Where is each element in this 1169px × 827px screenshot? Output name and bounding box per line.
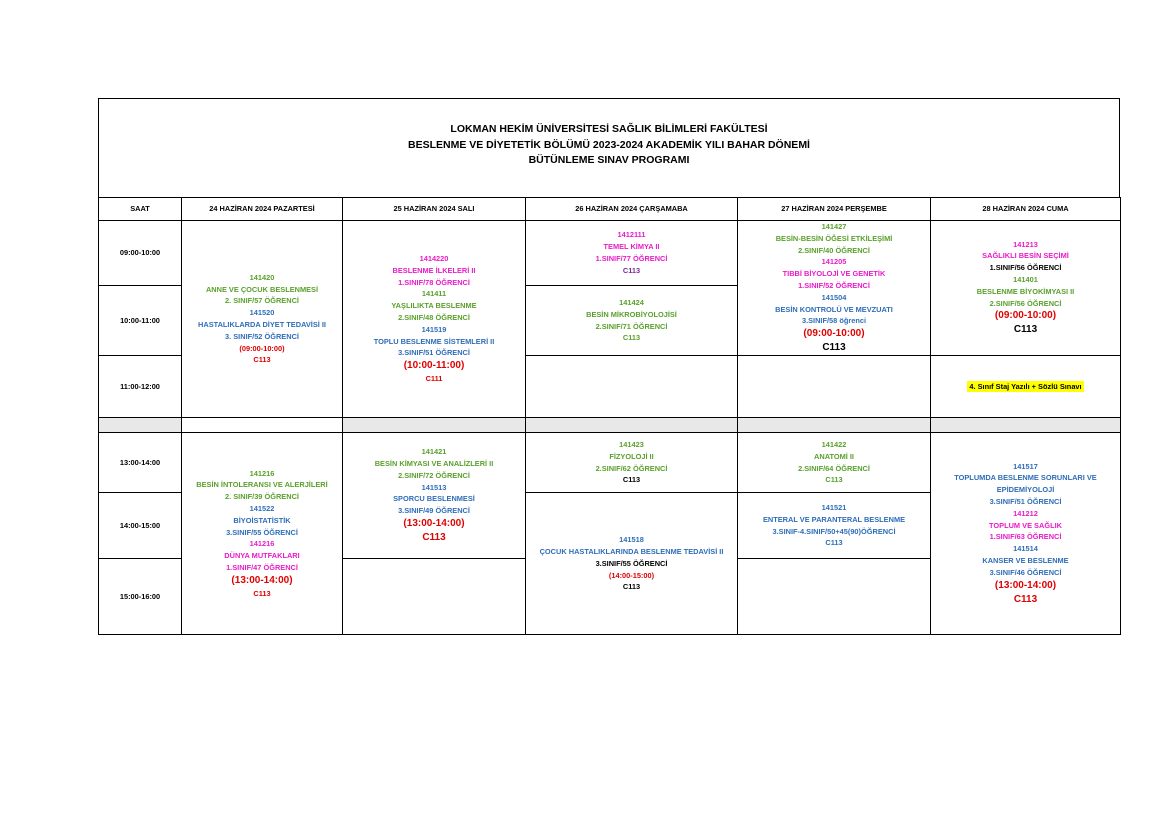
- exam-course: BESİN İNTOLERANSI VE ALERJİLERİ: [196, 480, 328, 490]
- cell-thursday-morning: [738, 221, 931, 356]
- cell-monday-afternoon: [182, 433, 343, 635]
- exam-code: 141423: [619, 440, 644, 450]
- exam-code: 141519: [421, 324, 447, 334]
- header-row: [99, 198, 1121, 221]
- exam-room: C113: [622, 582, 641, 592]
- cell-tuesday-1500: [343, 559, 526, 635]
- exam-class: 1.SINIF/47 ÖĞRENCİ: [226, 563, 298, 573]
- exam-code: 141504: [821, 292, 847, 302]
- exam-class: 3.SINIF/58 öğrenci: [801, 316, 867, 326]
- time-cell: 15:00-16:00: [99, 559, 182, 635]
- col-saat: SAAT: [99, 198, 182, 221]
- exam-class: 1.SINIF/56 ÖĞRENCİ: [989, 263, 1062, 273]
- exam-course: FİZYOLOJİ II: [609, 451, 654, 461]
- row-1300: [99, 433, 1121, 493]
- exam-code: 141216: [249, 468, 275, 478]
- exam-code: 141213: [1013, 239, 1038, 249]
- exam-schedule-table: [98, 197, 1121, 635]
- exam-room: C113: [825, 538, 843, 548]
- exam-code: 141517: [1013, 461, 1038, 471]
- lunch-break-row: [99, 418, 1121, 433]
- exam-time: (13:00-14:00): [231, 574, 293, 586]
- exam-course: EPİDEMİYOLOJİ: [996, 485, 1055, 495]
- exam-course: ANNE VE ÇOCUK BESLENMESİ: [205, 284, 319, 294]
- col-friday: 28 HAZİRAN 2024 CUMA: [931, 198, 1121, 221]
- exam-course: DÜNYA MUTFAKLARI: [224, 551, 300, 561]
- exam-room: C113: [622, 333, 641, 343]
- exam-time: (13:00-14:00): [994, 579, 1057, 591]
- exam-course: SAĞLIKLI BESİN SEÇİMİ: [982, 251, 1069, 261]
- title-line-2: BESLENME VE DİYETETİK BÖLÜMÜ 2023-2024 AKADEMİK YILI BAHAR DÖNEMİ: [408, 138, 810, 151]
- time-cell: 11:00-12:00: [99, 356, 182, 418]
- exam-class: 3.SINIF/55 ÖĞRENCİ: [226, 527, 298, 537]
- exam-time: (14:00-15:00): [608, 570, 655, 580]
- cell-monday-morning: [182, 221, 343, 418]
- cell-wednesday-0900: [526, 221, 738, 286]
- exam-course: ENTERAL VE PARANTERAL BESLENME: [762, 514, 906, 524]
- exam-room: C113: [622, 265, 641, 275]
- exam-class: 2.SINIF/71 ÖĞRENCİ: [595, 321, 668, 331]
- exam-class: 3.SINIF/49 ÖĞRENCİ: [398, 506, 470, 516]
- exam-course: BESİN-BESİN ÖĞESİ ETKİLEŞİMİ: [775, 233, 893, 243]
- exam-course: BESİN KİMYASI VE ANALİZLERİ II: [374, 459, 494, 469]
- exam-course: ÇOCUK HASTALIKLARINDA BESLENME TEDAVİSİ II: [539, 546, 724, 556]
- exam-time: (10:00-11:00): [403, 360, 465, 372]
- time-cell: 09:00-10:00: [99, 221, 182, 286]
- exam-code: 141421: [421, 447, 447, 457]
- col-wednesday: 26 HAZİRAN 2024 ÇARŞAMABA: [526, 198, 738, 221]
- col-monday: 24 HAZİRAN 2024 PAZARTESİ: [182, 198, 343, 221]
- lunch-cell: [738, 418, 931, 433]
- title-line-1: LOKMAN HEKİM ÜNİVERSİTESİ SAĞLIK BİLİMLERİ FAKÜLTESİ: [450, 123, 768, 135]
- exam-class: 3. SINIF/52 ÖĞRENCİ: [225, 331, 299, 341]
- cell-tuesday-morning: [343, 221, 526, 418]
- exam-class: 3.SINIF/46 ÖĞRENCİ: [989, 567, 1062, 577]
- exam-code: 141422: [821, 440, 847, 450]
- exam-code: 141205: [821, 257, 847, 267]
- exam-class: 2. SINIF/57 ÖĞRENCİ: [225, 296, 299, 306]
- exam-course: BESİN KONTROLÜ VE MEVZUATI: [775, 304, 893, 314]
- exam-time: (09:00-10:00): [803, 328, 865, 340]
- exam-course: SPORCU BESLENMESİ: [393, 494, 475, 504]
- time-cell: 10:00-11:00: [99, 286, 182, 356]
- exam-class: 2.SINIF/72 ÖĞRENCİ: [398, 470, 470, 480]
- exam-code: 141427: [821, 222, 847, 231]
- cell-wednesday-1000: [526, 286, 738, 356]
- exam-room: C113: [1013, 324, 1038, 336]
- exam-code: 141424: [619, 297, 644, 307]
- cell-friday-afternoon: [931, 433, 1121, 635]
- exam-course: TOPLUM VE SAĞLIK: [989, 520, 1062, 530]
- exam-code: 141411: [421, 289, 447, 299]
- exam-code: 141212: [1013, 508, 1038, 518]
- exam-code: 141401: [1013, 275, 1038, 285]
- exam-code: 141518: [619, 535, 644, 545]
- exam-room: C113: [1013, 593, 1038, 605]
- col-tuesday: 25 HAZİRAN 2024 SALI: [343, 198, 526, 221]
- title-line-3: BÜTÜNLEME SINAV PROGRAMI: [528, 154, 690, 166]
- exam-room: C113: [825, 475, 843, 485]
- exam-class: 3.SINIF/55 ÖĞRENCİ: [595, 558, 668, 568]
- exam-course: BESİN MİKROBİYOLOJİSİ: [586, 309, 677, 319]
- cell-friday-1100: [931, 356, 1121, 418]
- exam-room: C113: [253, 355, 271, 365]
- exam-class: 1.SINIF/52 ÖĞRENCİ: [798, 280, 870, 290]
- lunch-cell: [182, 418, 343, 433]
- exam-class: 3.SINIF/51 ÖĞRENCİ: [398, 348, 470, 358]
- exam-code: 141513: [421, 482, 447, 492]
- exam-code: 141420: [249, 272, 275, 282]
- exam-class: 2. SINIF/39 ÖĞRENCİ: [225, 492, 299, 502]
- cell-thursday-1400: [738, 493, 931, 559]
- page-title: [98, 122, 1120, 169]
- exam-course: TIBBİ BİYOLOJİ VE GENETİK: [782, 269, 886, 279]
- exam-course: KANSER VE BESLENME: [982, 556, 1069, 566]
- exam-course: TOPLU BESLENME SİSTEMLERİ II: [373, 336, 495, 346]
- exam-room: C113: [822, 342, 846, 354]
- exam-code: 141522: [249, 504, 275, 514]
- exam-course: BİYOİSTATİSTİK: [233, 515, 291, 525]
- lunch-cell: [526, 418, 738, 433]
- exam-course: BESLENME İLKELERİ II: [392, 265, 476, 275]
- exam-course: ANATOMİ II: [814, 451, 854, 461]
- exam-code: 141521: [821, 503, 847, 513]
- exam-course: HASTALIKLARDA DİYET TEDAVİSİ II: [198, 320, 326, 330]
- exam-code: 141520: [249, 308, 275, 318]
- internship-note: 4. Sınıf Staj Yazılı + Sözlü Sınavı: [969, 381, 1082, 391]
- exam-code: 141216: [249, 539, 275, 549]
- exam-room: C113: [253, 588, 271, 598]
- cell-friday-morning: [931, 221, 1121, 356]
- exam-class: 2.SINIF/64 ÖĞRENCİ: [798, 463, 870, 473]
- cell-thursday-1500: [738, 559, 931, 635]
- exam-class: 2.SINIF/56 ÖĞRENCİ: [989, 298, 1062, 308]
- time-cell: 14:00-15:00: [99, 493, 182, 559]
- exam-class: 2.SINIF/62 ÖĞRENCİ: [595, 463, 668, 473]
- exam-code: 1412111: [617, 230, 646, 240]
- cell-thursday-1300: [738, 433, 931, 493]
- row-0900: [99, 221, 1121, 286]
- exam-class: 2.SINIF/40 ÖĞRENCİ: [798, 245, 870, 255]
- exam-room: C111: [425, 374, 443, 384]
- exam-course: BESLENME BİYOKİMYASI II: [976, 286, 1075, 296]
- cell-wednesday-1300: [526, 433, 738, 493]
- exam-time: (09:00-10:00): [994, 310, 1057, 322]
- time-cell: 13:00-14:00: [99, 433, 182, 493]
- col-thursday: 27 HAZİRAN 2024 PERŞEMBE: [738, 198, 931, 221]
- exam-class: 1.SINIF/78 ÖĞRENCİ: [398, 277, 470, 287]
- exam-code: 141514: [1013, 544, 1038, 554]
- exam-room: C113: [422, 532, 446, 544]
- exam-class: 1.SINIF/77 ÖĞRENCİ: [595, 254, 668, 263]
- exam-class: 3.SINIF/51 ÖĞRENCİ: [989, 497, 1062, 507]
- exam-class: 2.SINIF/48 ÖĞRENCİ: [398, 313, 470, 323]
- cell-wednesday-1100: [526, 356, 738, 418]
- cell-thursday-1100: [738, 356, 931, 418]
- exam-class: 1.SINIF/63 ÖĞRENCİ: [989, 532, 1062, 542]
- exam-class: 3.SINIF-4.SINIF/50+45(90)ÖĞRENCİ: [772, 526, 896, 536]
- lunch-cell: [99, 418, 182, 433]
- cell-tuesday-afternoon: [343, 433, 526, 559]
- exam-room: C113: [622, 475, 641, 485]
- exam-time: (09:00-10:00): [239, 343, 285, 353]
- lunch-cell: [343, 418, 526, 433]
- exam-time: (13:00-14:00): [403, 518, 465, 530]
- exam-course: TOPLUMDA BESLENME SORUNLARI VE: [954, 473, 1097, 483]
- exam-course: YAŞLILIKTA BESLENME: [391, 301, 477, 311]
- cell-wednesday-afternoon: [526, 493, 738, 635]
- exam-code: 1414220: [419, 254, 449, 264]
- exam-course: TEMEL KİMYA II: [603, 242, 660, 252]
- lunch-cell: [931, 418, 1121, 433]
